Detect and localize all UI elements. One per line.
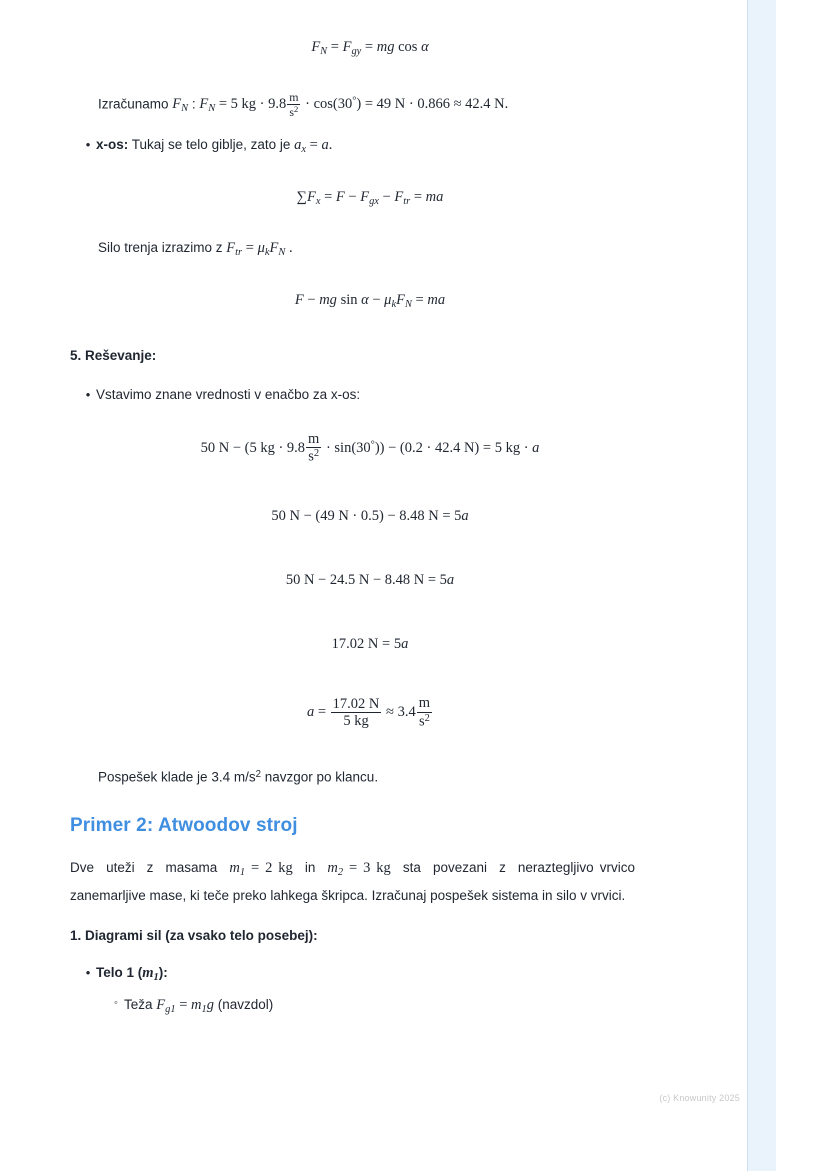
watermark-copyright: (c) Knowunity 2025	[659, 1093, 740, 1103]
heading-solving: 5. Reševanje:	[70, 347, 157, 363]
bullet-x-axis	[70, 135, 670, 158]
bullet-marker: •	[85, 137, 91, 153]
bullet-marker: •	[85, 965, 91, 981]
result-text-exponent: 2	[255, 769, 261, 781]
equation-normal-force-definition: $F_N = F_{gy}$ = mg cos α	[311, 39, 429, 57]
equation-x-axis-expanded: F − mg $\sin \alpha - \mu_kF_N$ = ma	[294, 291, 446, 310]
equation-x-axis-sum: $\sum F_x = F - F_{gx} - F_{tr}$ = ma	[296, 188, 444, 207]
x-axis-label: x-os:	[96, 137, 129, 153]
bullet-x-axis-text: x-os: Tukaj se telo giblje, zato je $a_x = a$.	[96, 137, 333, 156]
sub-bullet-weight-body-1	[70, 994, 670, 1019]
equation-step-5: a = $\frac{17.02 N}{5 kg}$ ≈ 3.4 $\frac{m}{s^2}$	[306, 695, 431, 730]
sub-bullet-weight-text: Teža $F_{g1} = m_1g$ (navzdol)	[124, 996, 274, 1015]
page-edge-panel	[748, 0, 776, 1171]
sub-bullet-marker: ◦	[114, 996, 118, 1009]
result-text-pre: Pospešek klade je 3.4 m/s	[98, 769, 256, 785]
normal-force-calculation-line: Izračunamo $F_N$ : $F_N = 5$ kg · 9.8 $\frac{m}{s^2}$ · cos(30°) = 49 N · 0.866 ≈ 42.4 N.	[98, 89, 509, 120]
equation-step-2: 50 N − (49 N · 0.5) − 8.48 N = 5a	[271, 508, 469, 525]
bullet-body-1	[70, 963, 670, 986]
equation-step-1: 50 N − (5 kg · 9.8 $\frac{m}{s^2}$ · sin(30°)) − (0.2 · 42.4 N) = 5 kg · a	[200, 431, 540, 466]
example2-intro-paragraph: Dve uteži z masama $m_1 = 2$ kg in $m_2 = 3$ kg sta povezani z neraztegljivo vrvico zanemarljive mase, ki teče preko lahkega škripca. Izračunaj pospešek sistema in silo v vrvici.	[70, 859, 635, 903]
bullet-substitute-text: Vstavimo znane vrednosti v enačbo za x-os:	[96, 386, 361, 402]
equation-step-3: 50 N − 24.5 N − 8.48 N = 5a	[285, 572, 455, 589]
equation-step-4: 17.02 N = 5a	[331, 636, 409, 653]
heading-force-diagrams: 1. Diagrami sil (za vsako telo posebej):	[70, 928, 318, 944]
result-acceleration-sentence	[70, 767, 670, 788]
bullet-substitute-values	[70, 385, 670, 405]
page-title-example-2: Primer 2: Atwoodov stroj	[70, 814, 298, 836]
bullet-marker: •	[85, 386, 91, 402]
bullet-body-1-text: Telo 1 $(m_1)$:	[96, 965, 168, 984]
friction-expression-line: Silo trenja izrazimo z $F_{tr} = \mu_kF_N$ .	[98, 239, 293, 258]
document-content	[70, 38, 670, 1018]
result-text-post: navzgor po klancu.	[261, 769, 379, 785]
